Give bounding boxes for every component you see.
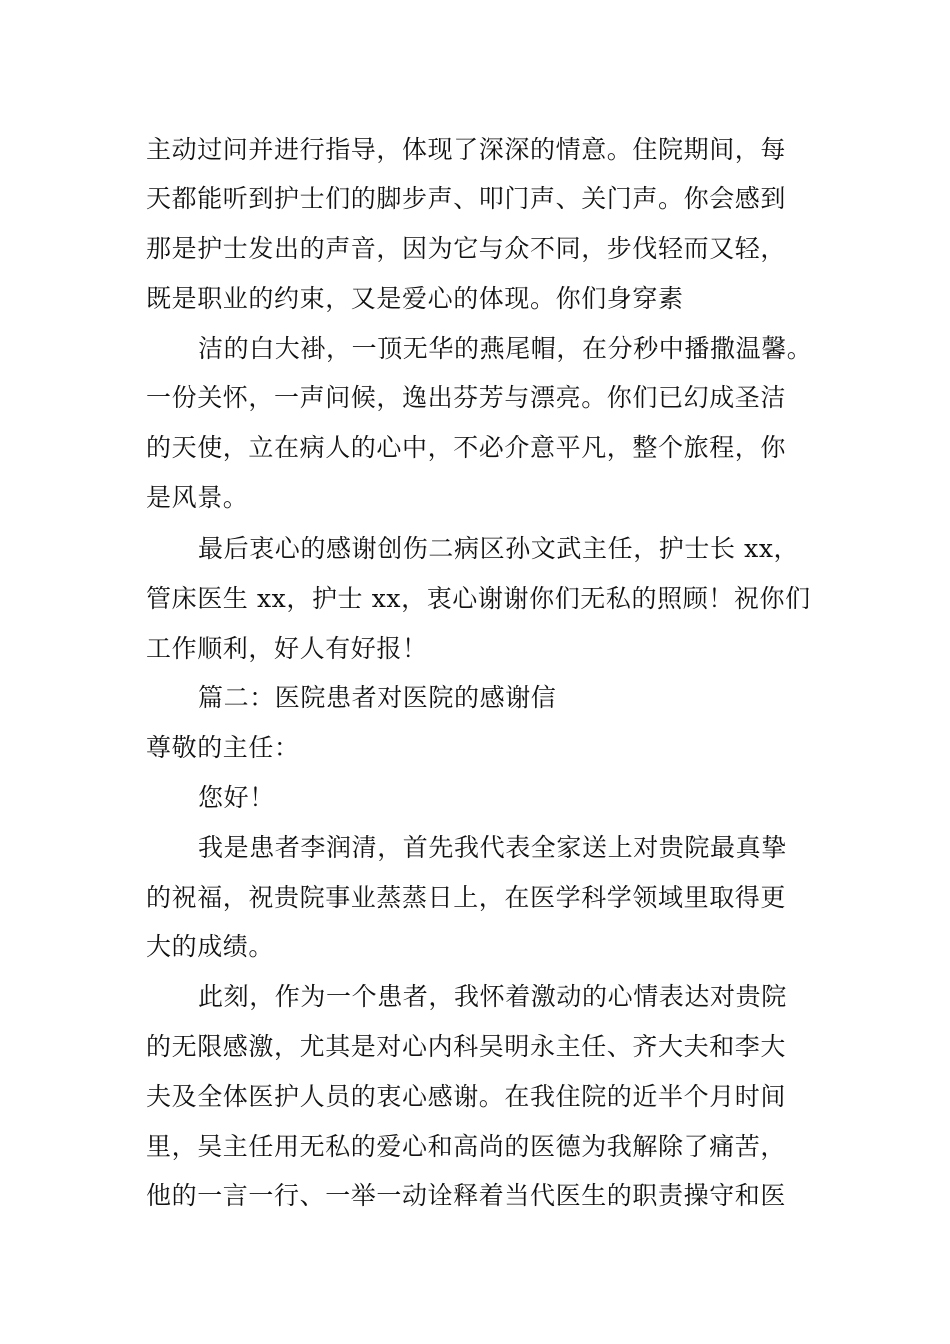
text-line: 的天使，立在病人的心中，不必介意平凡，整个旅程，你 (146, 433, 787, 462)
text-line: 的无限感激，尤其是对心内科吴明永主任、齐大夫和李大 (146, 1032, 787, 1061)
text-line: 最后衷心的感谢创伤二病区孙文武主任，护士长 xx， (198, 534, 800, 563)
text-line: 天都能听到护士们的脚步声、叩门声、关门声。你会感到 (146, 184, 787, 213)
text-line: 那是护士发出的声音，因为它与众不同，步伐轻而又轻， (146, 234, 787, 263)
text-line: 主动过问并进行指导，体现了深深的情意。住院期间，每 (146, 135, 787, 164)
greeting: 您好！ (198, 783, 275, 812)
text-line: 我是患者李润清，首先我代表全家送上对贵院最真挚 (198, 833, 787, 862)
text-line: 工作顺利，好人有好报！ (146, 634, 428, 663)
text-line: 夫及全体医护人员的衷心感谢。在我住院的近半个月时间 (146, 1082, 787, 1111)
text-line: 管床医生 xx，护士 xx，衷心谢谢你们无私的照顾！祝你们 (146, 584, 811, 613)
salutation: 尊敬的主任： (146, 733, 300, 762)
text-line: 是风景。 (146, 483, 249, 512)
text-line: 的祝福，祝贵院事业蒸蒸日上，在医学科学领域里取得更 (146, 883, 787, 912)
text-line: 大的成绩。 (146, 932, 275, 961)
text-line: 此刻，作为一个患者，我怀着激动的心情表达对贵院 (198, 982, 787, 1011)
text-line: 他的一言一行、一举一动诠释着当代医生的职责操守和医 (146, 1181, 787, 1210)
text-line: 洁的白大褂，一顶无华的燕尾帽，在分秒中播撒温馨。 (198, 334, 813, 363)
text-line: 里，吴主任用无私的爱心和高尚的医德为我解除了痛苦， (146, 1132, 787, 1161)
text-line: 既是职业的约束，又是爱心的体现。你们身穿素 (146, 284, 684, 313)
section-heading: 篇二：医院患者对医院的感谢信 (198, 683, 557, 712)
text-line: 一份关怀，一声问候，逸出芬芳与漂亮。你们已幻成圣洁 (146, 383, 787, 412)
